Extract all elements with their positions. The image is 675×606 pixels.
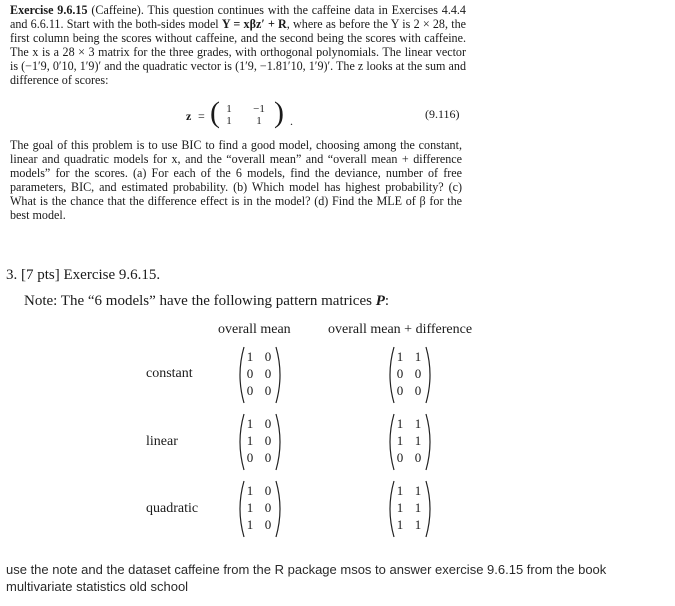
task-title: Exercise 9.6.15. (63, 267, 161, 283)
matrix-cell: 0 (264, 483, 272, 498)
matrix-cell: 1 (396, 433, 404, 448)
matrix-cell: 0 (246, 383, 254, 398)
equation-lhs: z (186, 109, 192, 123)
pattern-matrix-constant-mean (236, 346, 284, 404)
matrix-cell: 0 (264, 416, 272, 431)
matrix-cell: 1 (414, 483, 422, 498)
matrix-cell: 1 (246, 500, 254, 515)
task-points: [7 pts] (21, 267, 60, 283)
matrix-cell: 1 (396, 416, 404, 431)
column-header-overall-mean-difference: overall mean + difference (328, 322, 473, 337)
matrix-cell: 0 (264, 366, 272, 381)
matrix-cell: 1 (246, 483, 254, 498)
matrix-cell: 1 (396, 500, 404, 515)
pattern-matrix-quadratic-mean (236, 480, 284, 538)
note-symbol: P (375, 293, 385, 309)
matrix-cell: 0 (396, 450, 404, 465)
exercise-body: This question continues with the caffeine data in Exercises 4.4.4 and 6.6.11. Start with the both-sides model (10, 3, 466, 31)
matrix-cell: 1 (414, 517, 422, 532)
note-line (24, 292, 389, 310)
pattern-matrix-constant-mean-difference (386, 346, 434, 404)
matrix-cell: 0 (264, 450, 272, 465)
note-text: Note: The “6 models” have the following pattern matrices (24, 293, 372, 309)
matrix-cell: 1 (396, 517, 404, 532)
exercise-heading-paren: (Caffeine). (91, 3, 144, 17)
matrix-cell: 0 (264, 383, 272, 398)
equation-number: (9.116) (425, 107, 460, 121)
equation-cell: −1 (253, 103, 265, 115)
column-header-overall-mean: overall mean (218, 322, 291, 337)
pattern-matrix-linear-mean (236, 413, 284, 471)
matrix-cell: 1 (414, 349, 422, 364)
matrix-cell: 1 (396, 349, 404, 364)
exercise-heading: Exercise 9.6.15 (10, 3, 88, 17)
user-question: use the note and the dataset caffeine from the R package msos to answer exercise 9.6.15 from the book multivariate statistics old school (6, 562, 607, 594)
matrix-cell: 0 (396, 383, 404, 398)
matrix-cell: 0 (264, 500, 272, 515)
row-label-constant: constant (146, 366, 193, 381)
matrix-cell: 1 (414, 500, 422, 515)
equation-cell: 1 (226, 115, 232, 127)
matrix-cell: 0 (414, 450, 422, 465)
matrix-cell: 1 (414, 416, 422, 431)
left-paren-icon: ( (210, 96, 220, 129)
right-paren-icon: ) (274, 96, 284, 129)
matrix-cell: 0 (264, 433, 272, 448)
pattern-matrix-linear-mean-difference (386, 413, 434, 471)
goal-paragraph: The goal of this problem is to use BIC to find a good model, choosing among the constant, linear and quadratic models for x, and the “overall mean” and “overall mean + difference models” for the scores. (a) For each of the 6 models, find the deviance, number of free parameters, BIC, and estimated probability. (b) Which model has highest probability? (c) What is the chance that the difference effect is in the model? (d) Find the MLE of β for the best model. (10, 138, 462, 222)
matrix-cell: 1 (396, 483, 404, 498)
exercise-excerpt (10, 4, 466, 87)
matrix-cell: 0 (414, 366, 422, 381)
matrix-cell: 0 (264, 517, 272, 532)
exercise-body-continued: , where as before the Y is 2 × 28, the first column being the scores without caffeine, and the second being the scores with caffeine. The x is a 28 × 3 matrix for the three grades, with orthogonal polynomials. The linear vector is (−1′9, 0′10, 1′9)′ and the quadratic vector is (1′9, −1.81′10, 1′9)′. The z looks at the sum and difference of scores: (10, 16, 466, 87)
pattern-matrix-quadratic-mean-difference (386, 480, 434, 538)
note-end: : (384, 293, 390, 309)
matrix-cell: 1 (246, 416, 254, 431)
task-heading (6, 266, 160, 284)
matrix-cell: 1 (414, 433, 422, 448)
matrix-cell: 0 (414, 383, 422, 398)
row-label-linear: linear (146, 434, 178, 449)
matrix-cell: 0 (396, 366, 404, 381)
row-label-quadratic: quadratic (146, 501, 199, 516)
equation-end: . (290, 114, 293, 128)
matrix-cell: 0 (246, 450, 254, 465)
matrix-cell: 1 (246, 433, 254, 448)
equation-cell: 1 (256, 115, 262, 127)
equation-cell: 1 (226, 103, 232, 115)
equation-9-116 (0, 96, 480, 130)
equation-equals: = (198, 109, 205, 123)
exercise-model: Y = xβz′ + R (221, 16, 287, 31)
matrix-cell: 0 (264, 349, 272, 364)
task-number: 3. (6, 267, 18, 283)
matrix-cell: 1 (246, 517, 254, 532)
matrix-cell: 0 (246, 366, 254, 381)
matrix-cell: 1 (246, 349, 254, 364)
